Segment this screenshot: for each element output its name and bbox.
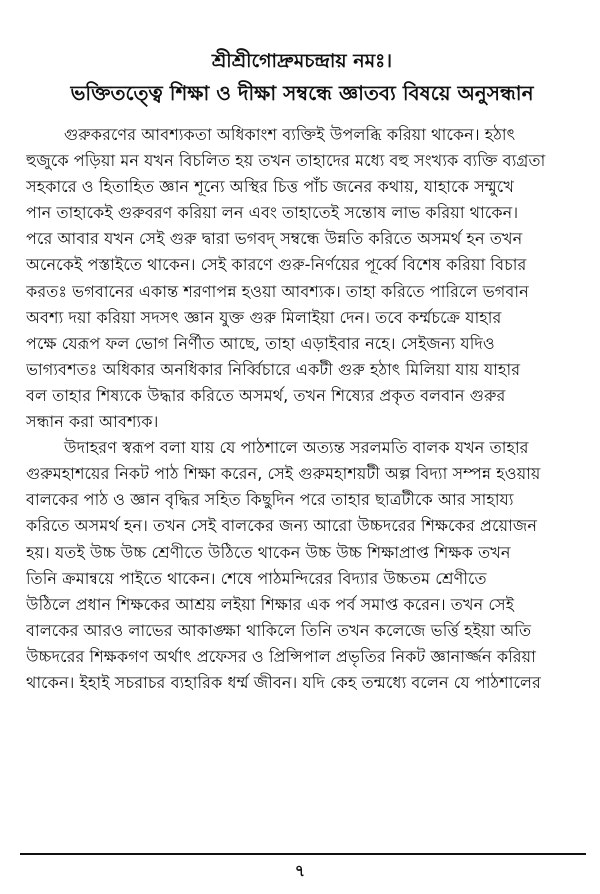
text-line: করিতে অসমর্থ হন। তখন সেই বালকের জন্য আরো উচ্চদরের শিক্ষকের প্রয়োজন (26, 516, 537, 536)
text-line: হুজুকে পড়িয়া মন যখন বিচলিত হয় তখন তাহাদের মধ্যে বহু সংখ্যক ব্যক্তি ব্যগ্রতা (26, 151, 546, 171)
text-line: পান তাহাকেই গুরুবরণ করিয়া লন এবং তাহাতেই সন্তোষ লাভ করিয়া থাকেন। (26, 203, 519, 223)
text-line: উদাহরণ স্বরূপ বলা যায় যে পাঠশালে অত্যন্ত সরলমতি বালক যখন তাহার (64, 438, 529, 458)
invocation-heading: শ্রীশ্রীগোদ্রুমচন্দ্রায় নমঃ। (211, 50, 393, 72)
text-line: গুরুমহাশয়ের নিকট পাঠ শিক্ষা করেন, সেই গুরুমহাশয়টী অল্প বিদ্যা সম্পন্ন হওয়ায় (26, 464, 541, 484)
text-line: হয়। যতই উচ্চ উচ্চ শ্রেণীতে উঠিতে থাকেন উচ্চ উচ্চ শিক্ষাপ্রাপ্ত শিক্ষক তখন (26, 542, 511, 562)
text-line: করতঃ ভগবানের একান্ত শরণাপন্ন হওয়া আবশ্যক। তাহা করিতে পারিলে ভগবান (26, 281, 529, 301)
text-line: উঠিলে প্রধান শিক্ষকের আশ্রয় লইয়া শিক্ষার এক পর্ব সমাপ্ত করেন। তখন সেই (26, 594, 515, 614)
text-line: উচ্চদরের শিক্ষকগণ অর্থাৎ প্রফেসর ও প্রিন্সিপাল প্রভৃতির নিকট জ্ঞানার্জ্জন করিয়া (26, 646, 536, 666)
text-line: সন্ধান করা আবশ্যক। (26, 412, 159, 432)
text-line: গুরুকরণের আবশ্যকতা অধিকাংশ ব্যক্তিই উপলব্ধি করিয়া থাকেন। হঠাৎ (64, 125, 516, 144)
text-line: পরে আবার যখন সেই গুরু দ্বারা ভগবদ্ সম্বন্ধে উন্নতি করিতে অসমর্থ হন তখন (26, 229, 523, 249)
text-line: বালকের পাঠ ও জ্ঞান বৃদ্ধির সহিত কিছুদিন পরে তাহার ছাত্রটীকে আর সাহায্য (26, 490, 514, 510)
text-line: বালকের আরও লাভের আকাঙ্ক্ষা থাকিলে তিনি তখন কলেজে ভর্ত্তি হইয়া অতি (26, 620, 532, 640)
body-text (26, 122, 578, 696)
text-line: সহকারে ও হিতাহিত জ্ঞান শূন্যে অস্থির চিত্ত পাঁচ জনের কথায়, যাহাকে সম্মুখে (26, 177, 514, 197)
text-line: বল তাহার শিষ্যকে উদ্ধার করিতে অসমর্থ, তখন শিষ্যের প্রকৃত বলবান গুরুর (26, 385, 506, 405)
page-title: ভক্তিতত্ত্বে শিক্ষা ও দীক্ষা সম্বন্ধে জ্ঞাতব্য বিষয়ে অনুসন্ধান (70, 81, 534, 105)
text-line: অবশ্য দয়া করিয়া সদসৎ জ্ঞান যুক্ত গুরু মিলাইয়া দেন। তবে কর্ম্মচক্রে যাহার (26, 307, 502, 327)
text-line: অনেকেই পস্তাইতে থাকেন। সেই কারণে গুরু-নির্ণয়ের পূর্ব্বে বিশেষ করিয়া বিচার (26, 255, 527, 275)
text-line: থাকেন। ইহাই সচরাচর ব্যহারিক ধর্ম্ম জীবন। যদি কেহ তন্মধ্যে বলেন যে পাঠশালের (26, 672, 541, 692)
text-line: তিনি ক্রমান্বয়ে পাইতে থাকেন। শেষে পাঠমন্দিরের বিদ্যার উচ্চতম শ্রেণীতে (26, 568, 487, 588)
page-number: ৭ (294, 861, 306, 880)
paragraph-1 (26, 122, 578, 435)
text-line: ভাগ্যবশতঃ অধিকার অনধিকার নির্ব্বিচারে একটী গুরু হঠাৎ মিলিয়া যায় যাহার (26, 359, 521, 379)
footer-divider (20, 853, 586, 855)
text-line: পক্ষে যেরূপ ফল ভোগ নির্ণীত আছে, তাহা এড়াইবার নহে। সেইজন্য যদিও (26, 333, 495, 353)
paragraph-2 (26, 435, 578, 696)
